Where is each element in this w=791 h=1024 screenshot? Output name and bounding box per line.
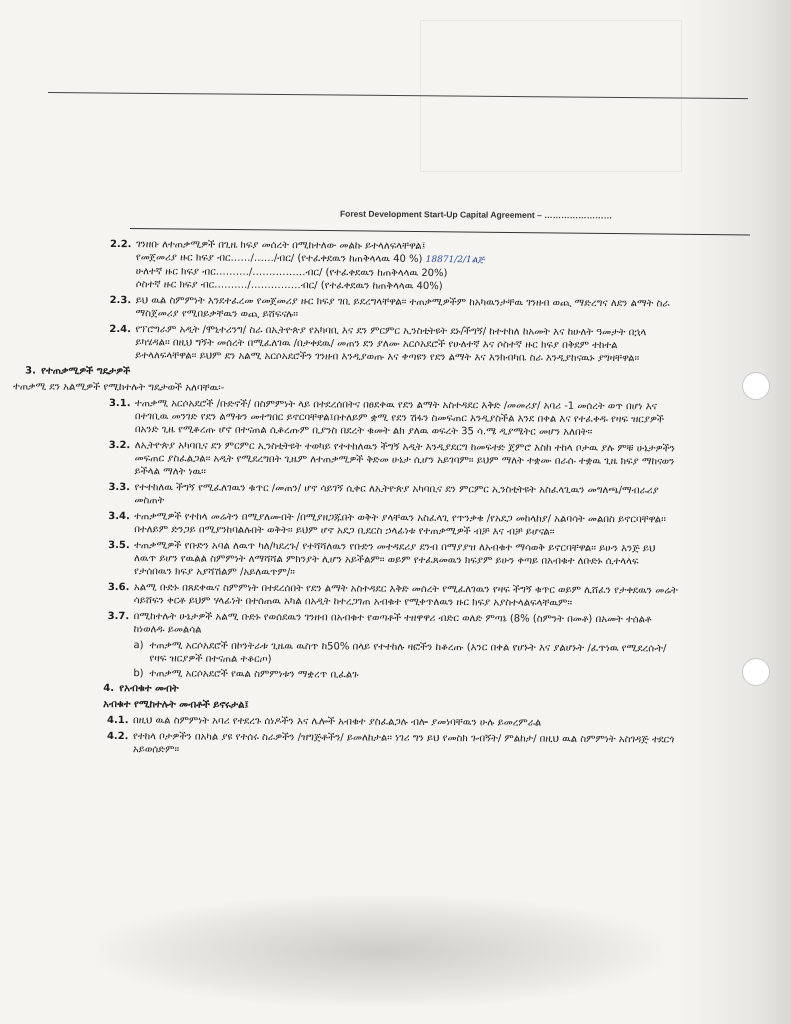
clause-line: ሁለተኛ ዙር ክፍያ ብር………./…………….ብር/ (የተፈቀደዉን ከጠቅላላዉ 20%) bbox=[135, 266, 448, 280]
clause-number: 3.3. bbox=[108, 481, 131, 494]
clause-line: ሶስተኛ ዙር ክፍያ ብር………./……………ብር/ (የተፈቀደዉን ከጠቅላላዉ 40%) bbox=[135, 279, 443, 293]
section-title: የተጠቃሚዎች ግዴታዎች bbox=[41, 365, 131, 378]
clause-number: 2.4. bbox=[109, 323, 131, 336]
clause-2-4 bbox=[109, 323, 679, 365]
toner-smudge bbox=[100, 896, 660, 1006]
section-number: 3. bbox=[25, 365, 36, 377]
running-header: Forest Development Start-Up Capital Agreement – …………………… bbox=[339, 208, 613, 221]
clause-text: በዚህ ዉል ስምምነት አባሪ የተደረጉ ሰነዶችን እና ሌሎች አብቁተ ያስፈልጋሉ ብሎ ያመነባቸዉን ሁሉ ይመረምራል bbox=[133, 715, 542, 729]
clause-line: የመጀመሪያ ዙር ክፍያ ብር……/……/ብር/ (የተፈቀደዉን ከጠቅላላዉ 40 %) 18871/2/1ልጅ bbox=[135, 252, 485, 266]
section-title: የአብቁተ መብት bbox=[119, 683, 179, 695]
subclause-label: a) bbox=[133, 640, 144, 652]
clause-number: 3.2. bbox=[108, 439, 131, 452]
header-rule bbox=[130, 228, 750, 235]
clause-number: 3.6. bbox=[107, 581, 130, 594]
clause-text: አልሚ ቡድኑ በጸደቀዉና ስምምነት በተደረሰበት የደን ልማት አስተዳደር እቅድ መሰረት የሚፈለገዉን የዛፍ ችግኝ ቁጥር ወይም ሊሸፈን የታቀደዉን መሬት ሳይሸፍን ቀርቶ ይህም ሃላፊነት በተሰጠዉ አካል በአዲት ከተረጋገጠ አብቁተ የሚቀጥለዉን ዙር ክፍያ አያስተላልፍላቸዉም፡፡ bbox=[133, 582, 678, 609]
clause-text: የፕሮግራም አዲት /ሞኒተሪንግ/ ስራ በኢትዮጵያ የአካባቢ እና ደን ምርምር ኢንስቲትዩት ደኑ/ችግኝ/ ከተተከለ ከአመት እና ከሁለት ዓመታት በኋላ ይካሄዳል፡፡ በዚህ ግኝት መሰረት በሚፈለገዉ /በታቀደዉ/ መጠን ደን ያለሙ አርሶአደሮች የሁለተኛ እና ሶስተኛ ዙር ክፍያ በቅደም ተከተል ይተላለፍላቸዋል፡፡ ይህም ደን አልሚ አርሶአደሮችን ገንዘብ እንዲያወጡ እና ቀጣዩን የደን ልማት እና እንክብካቤ ስራ እንዲያከናዉኑ ያግዛቸዋል፡፡ bbox=[135, 324, 647, 365]
clause-text: የተከላ ቦታዎችን በአካል ያዩ የተሰሩ ስራዎችን /ዝግጅቶችን/ ይመለከታል፡፡ ነገሪ ግን ይህ የመስክ ጉብኝት/ ምልከታ/ በዚህ ዉል ስምምነት አስገዳጅ ተደርጎ አይወሰድም፡፡ bbox=[132, 731, 675, 756]
clause-2-2 bbox=[110, 238, 680, 294]
subclause-label: b) bbox=[133, 668, 144, 680]
subclause-text: ተጠቃሚ አርሶአደሮች በኮንትራቱ ጊዜዉ ዉስጥ ከ50% በላይ የተተከሉ ዛፎችን ከቆረጡ (እንር በቀል የሆኑት እና ያልሆኑት /ፈጥነዉ የሚደረሱት/ የዛፍ ዝርያዎች በተናጠል ተቆርጦ) bbox=[149, 640, 667, 665]
subclause-a bbox=[133, 639, 677, 668]
clause-text: ተጠቃሚዎች የተከላ መሬትን በሚያለሙበት /በሚያዘጋጁበት ወቅት ያላቸዉን አስፈላጊ የጥንቃቄ /የአደጋ መከላከያ/ አልባሳት መልበስ ይኖርባቸዋል፡፡ በተለይም ድንጋይ በሚያንከባልሉበት ወቅት፡፡ ይህም ሆኖ አደጋ ቢደርስ ኃላፊነቱ የተጠቃሚዎች ብቻ እና ብቻ ይሆናል፡፡ bbox=[134, 511, 666, 538]
handwritten-amount: 18871/2/1ልጅ bbox=[425, 254, 485, 266]
clause-number: 3.5. bbox=[108, 539, 130, 552]
clause-text: የተተከለዉ ችግኝ የሚፈለገዉን ቁጥር /መጠን/ ሆኖ ሳይገኝ ሲቀር ለኢትዮጵያ አካባቢና ደን ምርምር ኢንስቲትዩት አስፈላጊዉን መግለጫ/ማብራሪያ መስጠት bbox=[134, 482, 659, 507]
clause-4-2 bbox=[107, 730, 677, 759]
section-number: 4. bbox=[103, 682, 115, 695]
section-4-intro: አብቁተ የሚከተሉት መብቶች ይኖሩታል፤ bbox=[103, 698, 249, 711]
clause-3-3 bbox=[108, 481, 678, 510]
page-shadow-edge bbox=[681, 0, 791, 1024]
punch-hole-bottom bbox=[742, 658, 770, 686]
clause-3-6 bbox=[108, 581, 678, 610]
clause-line: ገንዘቡ ለተጠቃሚዎች በጊዜ ክፍያ መሰረት በሚከተለው መልኩ ይተላለፍላቸዋል፤ bbox=[135, 239, 426, 252]
subclause-text: ተጠቃሚ አርሶአደሮች የዉል ስምምነቱን ማቋረጥ ቢፈልጉ bbox=[149, 668, 359, 681]
clause-number: 2.2. bbox=[109, 238, 132, 251]
clause-number: 3.4. bbox=[108, 510, 130, 523]
clause-3-4 bbox=[108, 510, 678, 539]
punch-hole-top bbox=[742, 372, 770, 400]
clause-number: 4.2. bbox=[106, 730, 129, 743]
clause-number: 4.1. bbox=[107, 714, 129, 727]
clause-text: ይህ ዉል ስምምነት እንደተፈረመ የመጀመሪያ ዙር ክፍያ ገቢ ይደረግላቸዋል፡፡ ተጠቃሚዎችም ከአካዉንታቸዉ ገንዘብ ወጪ ማድረግና ለደን ልማት ስራ ማስጀመሪያ የሚበይቃቸዉን ወጪ ይሸፍናሉ፡፡ bbox=[135, 295, 670, 321]
clause-number: 2.3. bbox=[109, 294, 132, 307]
section-3-intro: ተጠቃሚ ደን አልሚዎች የሚከተሉት ግዴታወች አለባቸዉ፡- bbox=[13, 381, 225, 394]
clause-3-1 bbox=[109, 397, 679, 439]
clause-3-2 bbox=[109, 439, 679, 481]
agreement-body bbox=[13, 238, 680, 762]
clause-4-1 bbox=[107, 714, 677, 730]
clause-3-5 bbox=[108, 539, 678, 581]
subclause-b bbox=[133, 667, 677, 683]
clause-2-3 bbox=[109, 294, 679, 323]
clause-text: ተጠቃሚ አርሶአደሮች /ቡድኖች/ በስምምነት ላይ በተደረሰበትና በፀደቀዉ የደን ልማት አስተዳደር እቅድ /መመሪያ/ አባሪ -1 መሰረት ወጥ በሆነ እና በተገቢዉ መንገድ የደን ልማቱን መተግበር ይኖርባቸዋል፤በተለይም ቋሚ የደን ሽፋን ስመፍጠር እንዲያስችል እንደ በቀል እና የተፈቀዱ የዛፍ ዝርያዎች በአንድ ጊዜ የሚቆረጡ ሆኖ በተናጠል ሲቆረጡም ቢያንስ በደረት ቁመት ልክ ያለዉ ወፍረት 35 ሳ.ሜ ዲያሜትር መሆን አለበት፡፡ bbox=[134, 398, 665, 438]
section-3-heading bbox=[25, 364, 679, 381]
clause-number: 3.7. bbox=[107, 610, 130, 623]
clause-3-7 bbox=[108, 610, 678, 639]
clause-text: ተጠቃሚዎች የቡድን አባል ለዉጥ ካለ/ካደረጉ/ የተሻሻለዉን የቡድን መተዳደሪያ ደንብ በማያያዝ ለአብቁተ ማሳወቅ ይኖርባቸዋል፡፡ ይሁን እንጅ ይህ ለዉጥ ይሆን የዉልል ስምምነት ለማሻሻል ምክንያት ሊሆን አይችልም፡፡ ወይም የተፈጸመዉን ክፍያም ይሁን ቀጣይ በአብቁተ ለቡድኑ ሲተላላፍ የታሰበዉን ክፍያ አያሻሽልም /አይለዉጥም/፡፡ bbox=[133, 540, 656, 579]
clause-text: በሚከተሉት ሁኔታዎች አልሚ ቡድኑ የወሰደዉን ገንዘብ በአብቁተ የወጣቶች ተዘዋዋሪ ብድር ወለድ ምጣኔ (8% (ስምንት በመቶ) በአመት ተሰልቶ ከነወለዱ ይመልሳል bbox=[133, 611, 652, 636]
clause-text: ለኢትዮጵያ አካባቢና ደን ምርምር ኢንስቲትዩት ተወካይ የተተከለዉን ችግኝ አዲት እንዲያደርግ ከመፍተድ ጀምሮ እስከ ተከላ ቦታዉ ያሉ ምቹ ሁኔታዎችን መፍጠር ያስፈልጋል፡፡ አዲት የሚደረግበት ጊዜም ለተጠቃሚዎች ቅድመ ሁኔታ ሲሆን አይገባም፡፡ ይህም ማለት ተቋሙ በራሱ ተቋዉ ጊዜ ክፍያ ማከናወን ይችላል ማለት ነዉ፡፡ bbox=[134, 440, 675, 478]
clause-number: 3.1. bbox=[108, 397, 131, 410]
section-4-heading bbox=[103, 682, 677, 699]
